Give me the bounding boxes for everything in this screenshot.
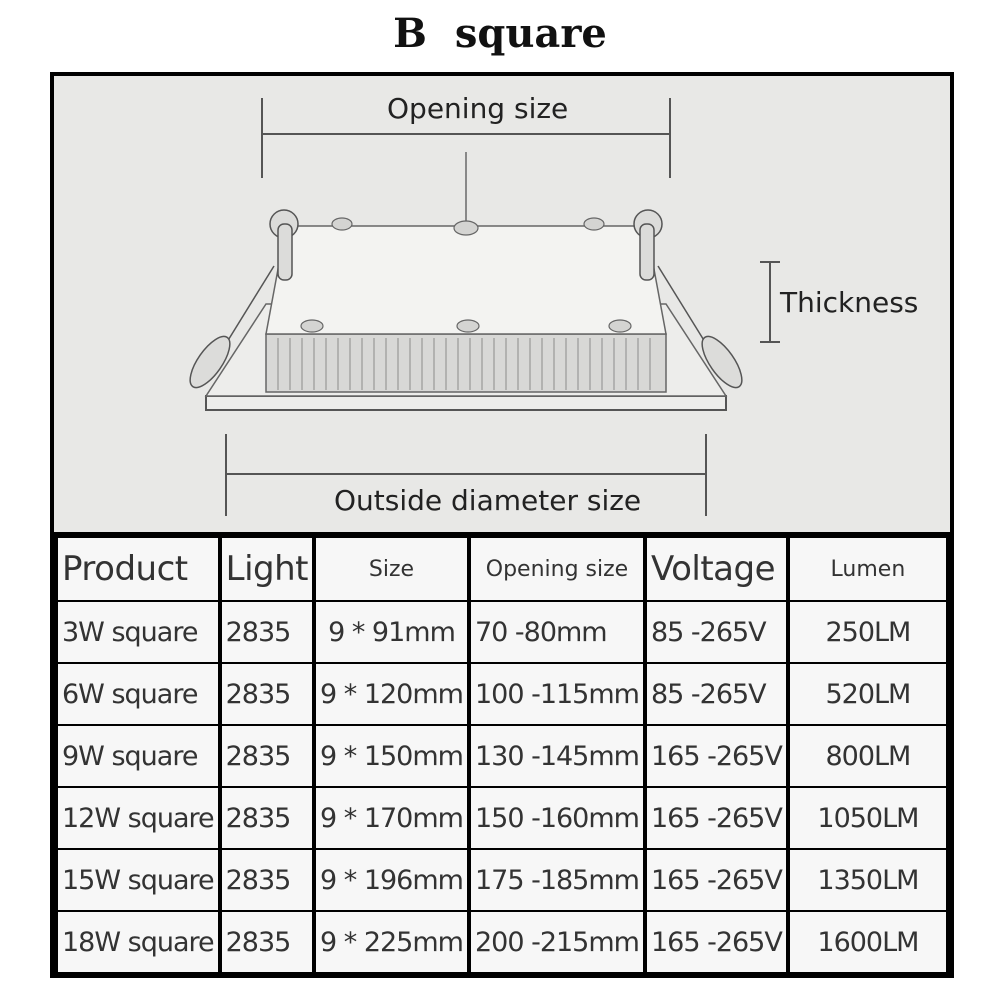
- cell-size: 9 * 170mm: [316, 788, 467, 848]
- spec-sheet-frame: [50, 72, 954, 978]
- cell-voltage: 165 -265V: [647, 850, 786, 910]
- cell-opening-size: 200 -215mm: [471, 912, 643, 972]
- cell-lumen: 1050LM: [790, 788, 946, 848]
- cell-size: 9 * 196mm: [316, 850, 467, 910]
- cell-product: 3W square: [58, 602, 218, 662]
- header-opening-size: Opening size: [471, 538, 643, 600]
- header-product: Product: [58, 538, 218, 600]
- cell-light: 2835: [222, 602, 312, 662]
- cell-opening-size: 130 -145mm: [471, 726, 643, 786]
- cell-lumen: 1350LM: [790, 850, 946, 910]
- table-row: [58, 602, 946, 662]
- cell-product: 6W square: [58, 664, 218, 724]
- header-size: Size: [316, 538, 467, 600]
- header-voltage: Voltage: [647, 538, 786, 600]
- cell-product: 12W square: [58, 788, 218, 848]
- table-header-row: [58, 538, 946, 600]
- table-row: [58, 850, 946, 910]
- cell-light: 2835: [222, 788, 312, 848]
- cell-opening-size: 175 -185mm: [471, 850, 643, 910]
- product-diagram: [54, 76, 950, 532]
- cell-size: 9 * 225mm: [316, 912, 467, 972]
- cell-voltage: 165 -265V: [647, 726, 786, 786]
- header-light: Light: [222, 538, 312, 600]
- cell-voltage: 165 -265V: [647, 788, 786, 848]
- outside-diameter-label: Outside diameter size: [334, 484, 642, 517]
- cell-size: 9 * 150mm: [316, 726, 467, 786]
- table-row: [58, 788, 946, 848]
- cell-opening-size: 100 -115mm: [471, 664, 643, 724]
- cell-light: 2835: [222, 664, 312, 724]
- cell-voltage: 165 -265V: [647, 912, 786, 972]
- cell-opening-size: 70 -80mm: [471, 602, 643, 662]
- cell-voltage: 85 -265V: [647, 602, 786, 662]
- cell-product: 18W square: [58, 912, 218, 972]
- header-lumen: Lumen: [790, 538, 946, 600]
- opening-size-label: Opening size: [387, 92, 569, 125]
- cell-size: 9 * 120mm: [316, 664, 467, 724]
- cell-light: 2835: [222, 726, 312, 786]
- spec-table: [54, 536, 950, 974]
- cell-lumen: 800LM: [790, 726, 946, 786]
- cell-product: 15W square: [58, 850, 218, 910]
- cell-opening-size: 150 -160mm: [471, 788, 643, 848]
- page-title: B square: [393, 10, 607, 57]
- cell-lumen: 1600LM: [790, 912, 946, 972]
- table-row: [58, 726, 946, 786]
- cell-voltage: 85 -265V: [647, 664, 786, 724]
- cell-light: 2835: [222, 912, 312, 972]
- thickness-label: Thickness: [780, 286, 919, 319]
- thickness-dimension-line: [760, 262, 780, 342]
- cell-light: 2835: [222, 850, 312, 910]
- cell-product: 9W square: [58, 726, 218, 786]
- table-row: [58, 664, 946, 724]
- table-row: [58, 912, 946, 972]
- cell-lumen: 250LM: [790, 602, 946, 662]
- cell-size: 9 * 91mm: [316, 602, 467, 662]
- cell-lumen: 520LM: [790, 664, 946, 724]
